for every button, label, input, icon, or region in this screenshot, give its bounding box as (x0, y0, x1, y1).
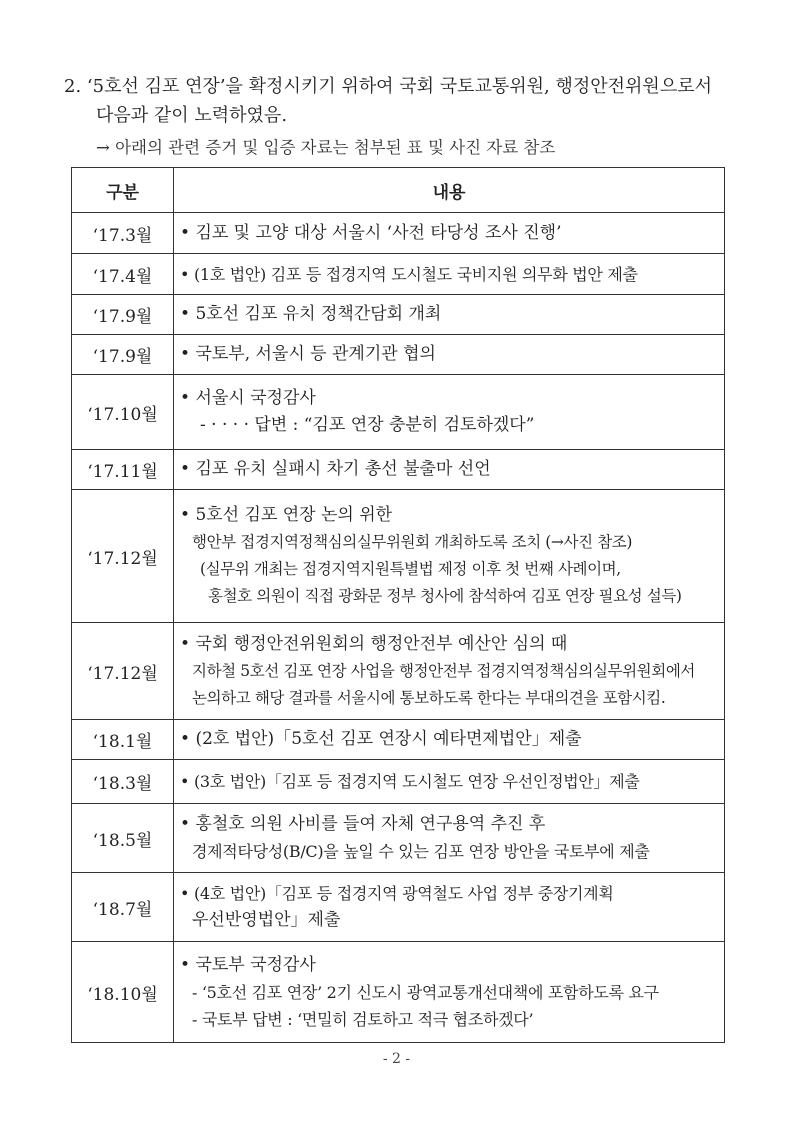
content-line: (실무위 개최는 접경지역지원특별법 제정 이후 첫 번째 사례이며, (200, 560, 621, 578)
row-date: ‘17.3월 (72, 213, 174, 254)
row-content (174, 873, 725, 942)
content-line: • (1호 법안) 김포 등 접경지역 도시철도 국비지원 의무화 법안 제출 (180, 261, 716, 288)
content-line: • (3호 법안)「김포 등 접경지역 도시철도 연장 우선인정법안」제출 (180, 768, 716, 795)
reference-note: → 아래의 관련 증거 및 입증 자료는 첨부된 표 및 사진 자료 참조 (96, 138, 556, 157)
table-row (72, 623, 725, 720)
table-row (72, 254, 725, 295)
table-row (72, 720, 725, 760)
row-date: ‘17.9월 (72, 335, 174, 375)
row-date: ‘18.1월 (72, 720, 174, 760)
intro-paragraph (64, 72, 754, 162)
row-date: ‘17.4월 (72, 254, 174, 295)
row-date: ‘18.3월 (72, 760, 174, 804)
table-row (72, 335, 725, 375)
table-row (72, 375, 725, 450)
row-date: ‘17.11월 (72, 450, 174, 490)
content-line: • 5호선 김포 연장 논의 위한 (180, 502, 716, 529)
table-row (72, 760, 725, 804)
content-line: - 국토부 답변 : ‘면밀히 검토하고 적극 협조하겠다’ (192, 1009, 534, 1029)
table-row (72, 295, 725, 335)
row-content (174, 623, 725, 720)
row-content (174, 254, 725, 295)
content-line: - ‘5호선 김포 연장’ 2기 신도시 광역교통개선대책에 포함하도록 요구 (192, 982, 659, 1002)
content-line: 지하철 5호선 김포 연장 사업을 행정안전부 접경지역정책심의실무위원회에서 (192, 661, 695, 680)
content-line: • 김포 유치 실패시 차기 총선 불출마 선언 (180, 456, 716, 483)
content-line: • 국회 행정안전위원회의 행정안전부 예산안 심의 때 (180, 631, 716, 658)
row-content (174, 335, 725, 375)
header-date: 구분 (72, 168, 174, 213)
row-content (174, 450, 725, 490)
content-line: • 국토부, 서울시 등 관계기관 협의 (180, 341, 716, 368)
row-content (174, 375, 725, 450)
row-date: ‘17.12월 (72, 490, 174, 623)
row-date: ‘18.10월 (72, 942, 174, 1043)
content-line: • 5호선 김포 유치 정책간담회 개최 (180, 301, 716, 328)
table-row (72, 942, 725, 1043)
activity-table (71, 167, 725, 1043)
table-header-row (72, 168, 725, 213)
content-line: • 홍철호 의원 사비를 들여 자체 연구용역 추진 후 (180, 811, 716, 838)
table-row (72, 213, 725, 254)
content-line: 행안부 접경지역정책심의실무위원회 개최하도록 조치 (→사진 참조) (192, 533, 632, 551)
content-line: 우선반영법안」제출 (192, 910, 341, 930)
table-row (72, 450, 725, 490)
table-row (72, 490, 725, 623)
content-line: • 김포 및 고양 대상 서울시 ‘사전 타당성 조사 진행’ (180, 220, 716, 247)
intro-line-2: 다음과 같이 노력하였음. (96, 105, 288, 126)
row-date: ‘18.7월 (72, 873, 174, 942)
row-content (174, 295, 725, 335)
row-date: ‘17.10월 (72, 375, 174, 450)
row-date: ‘17.12월 (72, 623, 174, 720)
row-date: ‘17.9월 (72, 295, 174, 335)
intro-line-1: 2. ‘5호선 김포 연장’을 확정시키기 위하여 국회 국토교통위원, 행정안전위원으로서 (64, 76, 712, 97)
row-content (174, 760, 725, 804)
row-content (174, 213, 725, 254)
page-number: - 2 - (382, 1051, 411, 1067)
table-row (72, 873, 725, 942)
row-content (174, 490, 725, 623)
table-row (72, 804, 725, 873)
content-line: 경제적타당성(B/C)을 높일 수 있는 김포 연장 방안을 국토부에 제출 (192, 842, 650, 861)
content-line: • (4호 법안)「김포 등 접경지역 광역철도 사업 정부 중장기계획 (180, 880, 716, 907)
content-line: - · · · · 답변 : “김포 연장 충분히 검토하겠다” (200, 415, 535, 435)
header-content: 내용 (174, 168, 725, 213)
content-line: • 국토부 국정감사 (180, 952, 716, 979)
content-line: • (2호 법안)「5호선 김포 연장시 예타면제법안」제출 (180, 726, 716, 753)
content-line: 논의하고 해당 결과를 서울시에 통보하도록 한다는 부대의견을 포함시킴. (192, 688, 666, 707)
content-line: 홍철호 의원이 직접 광화문 정부 청사에 참석하여 김포 연장 필요성 설득) (208, 587, 682, 605)
row-content (174, 804, 725, 873)
row-date: ‘18.5월 (72, 804, 174, 873)
row-content (174, 720, 725, 760)
content-line: • 서울시 국정감사 (180, 385, 716, 412)
row-content (174, 942, 725, 1043)
